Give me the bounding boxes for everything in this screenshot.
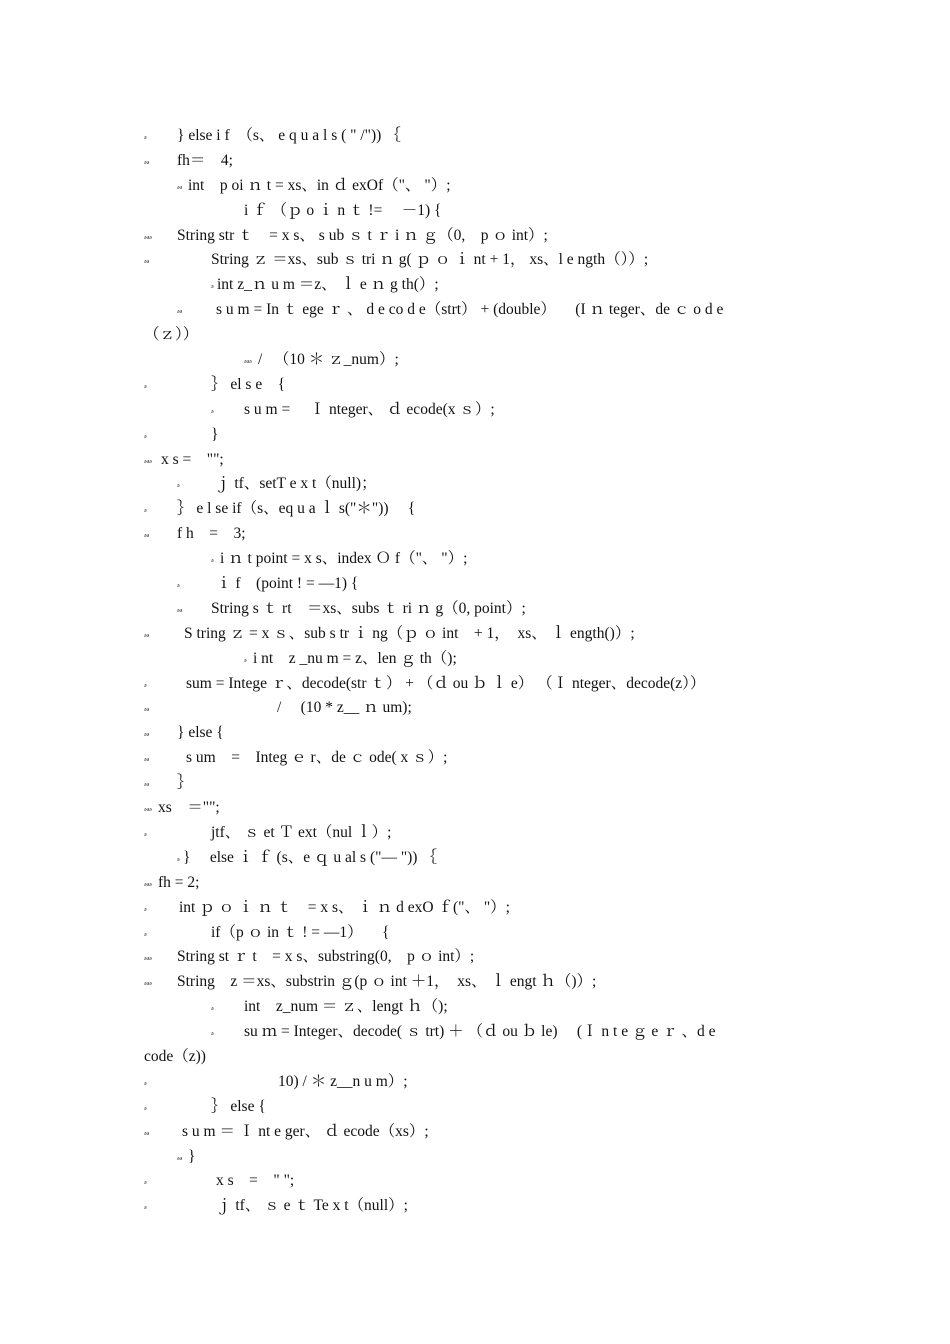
line-text: s u m ＝ Ｉ nt e ger、 ｄ ecode（xs）; (182, 1122, 429, 1140)
line-marker: ₔ (144, 1100, 147, 1112)
line-marker: ₔₔₔ (144, 229, 152, 241)
code-line (0, 746, 950, 771)
code-line (0, 423, 950, 448)
code-line (0, 647, 950, 672)
code-line (0, 796, 950, 821)
line-marker: ₔ (144, 378, 147, 390)
line-marker: ₔ (144, 503, 147, 515)
code-line (0, 572, 950, 597)
line-text: f h = 3; (177, 525, 246, 543)
code-line (0, 1145, 950, 1170)
code-listing (0, 124, 950, 1219)
line-marker: ₔₔₔ (144, 802, 152, 814)
code-line (0, 921, 950, 946)
line-marker: ₔₔₔ (144, 951, 152, 963)
line-text: （ｚ）） (144, 326, 199, 344)
line-marker: ₔₔ (144, 752, 150, 764)
code-line (0, 696, 950, 721)
code-line (0, 970, 950, 995)
line-text: ｉ f (point ! = —1) { (216, 575, 359, 593)
line-text: su ｍ = Integer、decode( ｓ trt) ＋ （ｄ ou ｂ le) (Ｉ n t e ｇ e ｒ 、d e (244, 1023, 716, 1041)
code-line (0, 846, 950, 871)
line-marker: ₔ (144, 428, 147, 440)
line-marker: ₔ (144, 130, 147, 141)
line-text: String st ｒ t = x s、substring(0, p ｏ int）; (177, 948, 475, 966)
line-text: s um = Integ ｅ r、de ｃ ode( x ｓ）; (186, 749, 448, 767)
line-marker: ₔₔₔ (144, 453, 152, 465)
line-text: if（p ｏ in ｔ ! = —1） { (211, 923, 390, 941)
code-line (0, 1095, 950, 1120)
line-marker: ₔ (211, 1001, 214, 1013)
line-marker: ₔ (144, 1075, 147, 1087)
code-line (0, 398, 950, 423)
code-line (0, 597, 950, 622)
code-line (0, 174, 950, 199)
line-text: / （10 ＊ ｚ_num）; (258, 351, 399, 369)
line-text: i nt z _nu m = z、len ｇ th（); (253, 649, 457, 667)
code-line (0, 248, 950, 273)
code-line (0, 1169, 950, 1194)
line-marker: ₔₔ (177, 1150, 183, 1162)
line-text: jtf、 ｓ et Ｔ ext（nul ｌ）; (211, 823, 392, 841)
line-marker: ₔ (211, 403, 214, 415)
code-line (0, 522, 950, 547)
line-marker: ₔ (211, 279, 214, 291)
code-line (0, 298, 950, 323)
line-text: s u m = Ｉ nteger、 ｄ ecode(x ｓ）; (244, 400, 495, 418)
line-text: ｝ el s e { (211, 375, 286, 393)
line-text: / (10 * z__ ｎ um); (277, 699, 412, 717)
code-line (0, 672, 950, 697)
line-text: x s = " "; (216, 1172, 295, 1190)
line-text: } (188, 1147, 196, 1165)
line-text: String z ＝xs、substrin ｇ(p ｏ int ＋1， xs、 ｌ engt ｈ（)）; (177, 973, 597, 991)
line-marker: ₔ (144, 677, 147, 689)
line-text: ｊ tf、setT e x t（null)； (215, 475, 377, 493)
code-line (0, 224, 950, 249)
line-text: String str ｔ = x s、 s ub ｓ t ｒ i ｎ ｇ（0, p ｏ int）; (177, 226, 548, 244)
line-text: i ｎ t point = x s、index Ｏ f（"、 "）; (220, 550, 468, 568)
code-line (0, 497, 950, 522)
line-marker: ₔ (244, 652, 247, 664)
line-text: sum = Intege ｒ、decode(str ｔ） + （ｄ ou ｂ ｌ e） （Ｉ nteger、decode(z）） (186, 674, 706, 692)
line-marker: ₔₔ (144, 254, 150, 266)
line-marker: ₔₔ (144, 627, 150, 639)
code-line (0, 547, 950, 572)
code-line (0, 1120, 950, 1145)
code-line (0, 1045, 950, 1070)
line-marker: ₔₔ (144, 777, 150, 789)
line-text: int p oi ｎ t = xs、in ｄ exOf（"、 "）; (188, 176, 451, 194)
line-text: String s ｔ rt ＝xs、subs ｔ ri ｎ g（0, point）; (211, 599, 526, 617)
line-text: ｝ (177, 774, 193, 792)
code-line (0, 124, 950, 149)
line-text: String ｚ ＝xs、sub ｓ tri ｎ g( ｐ ｏ ｉ nt + 1， xs、l e ngth（））; (211, 251, 649, 269)
line-text: ｝ else { (211, 1097, 266, 1115)
line-text: int ｐ ｏ ｉ ｎ ｔ = x s、 ｉ ｎ d exO ｆ("、 "）; (179, 898, 510, 916)
code-line (0, 721, 950, 746)
code-line (0, 995, 950, 1020)
line-marker: ₔₔ (144, 1125, 150, 1137)
line-text: } else i f （s、 e q u a l s ( " /")) ｛ (177, 127, 401, 144)
code-line (0, 199, 950, 224)
line-text: xs ＝""; (158, 799, 220, 817)
line-text: int z_ｎ u m ＝z、 ｌ e ｎ g th(）; (217, 276, 439, 294)
line-marker: ₔₔₔ (244, 354, 252, 366)
line-text: s u m = In ｔ ege ｒ 、 d e co d e（strt） + (double） (I ｎ teger、de ｃ o d e (216, 301, 724, 319)
line-marker: ₔ (211, 1026, 214, 1038)
line-text: } (211, 425, 219, 443)
line-marker: ₔₔ (177, 304, 183, 316)
code-line (0, 945, 950, 970)
code-line (0, 149, 950, 174)
line-marker: ₔ (211, 553, 214, 565)
code-line (0, 771, 950, 796)
line-marker: ₔ (177, 851, 180, 863)
code-line (0, 273, 950, 298)
code-line (0, 871, 950, 896)
line-marker: ₔₔₔ (144, 976, 152, 988)
line-marker: ₔ (177, 478, 180, 490)
line-marker: ₔ (144, 1200, 147, 1212)
code-line (0, 1194, 950, 1219)
line-marker: ₔ (144, 901, 147, 913)
code-line (0, 1070, 950, 1095)
line-text: 10) / ＊ z__n u m）; (278, 1072, 408, 1090)
line-marker: ₔₔ (177, 602, 183, 614)
line-marker: ₔₔ (144, 702, 150, 714)
line-text: } else { (177, 724, 224, 742)
line-text: code（z)) (144, 1047, 206, 1065)
code-line (0, 323, 950, 348)
line-marker: ₔ (177, 578, 180, 590)
line-text: ｝ e l se if（s、eq u a ｌ s("＊")) { (177, 500, 416, 518)
line-text: } else ｉ ｆ (s、e ｑ u al s ("— ")) ｛ (183, 848, 437, 866)
code-line (0, 448, 950, 473)
code-line (0, 348, 950, 373)
line-marker: ₔₔ (144, 727, 150, 739)
code-line (0, 373, 950, 398)
line-marker: ₔₔ (177, 179, 183, 191)
code-line (0, 622, 950, 647)
line-text: fh = 2; (158, 873, 200, 891)
line-text: int z_num ＝ ｚ、lengt ｈ（); (244, 998, 448, 1016)
code-line (0, 821, 950, 846)
line-text: i ｆ （ｐ o ｉ n ｔ != －1) { (244, 201, 442, 219)
line-marker: ₔ (144, 1175, 147, 1187)
line-marker: ₔₔ (144, 528, 150, 540)
line-text: x s = ""; (161, 450, 224, 468)
line-marker: ₔ (144, 926, 147, 938)
code-line (0, 472, 950, 497)
code-line (0, 896, 950, 921)
code-line (0, 1020, 950, 1045)
line-marker: ₔₔ (144, 154, 150, 166)
line-marker: ₔₔₔ (144, 876, 152, 888)
line-text: ｊ tf、 ｓ e ｔ Te x t（null）; (216, 1197, 408, 1215)
line-text: S tring ｚ = x ｓ、sub s tr ｉ ng（ｐ ｏ int + 1， xs、 ｌ ength()）; (184, 624, 635, 642)
line-text: fh＝ 4; (177, 151, 233, 169)
line-marker: ₔ (144, 826, 147, 838)
